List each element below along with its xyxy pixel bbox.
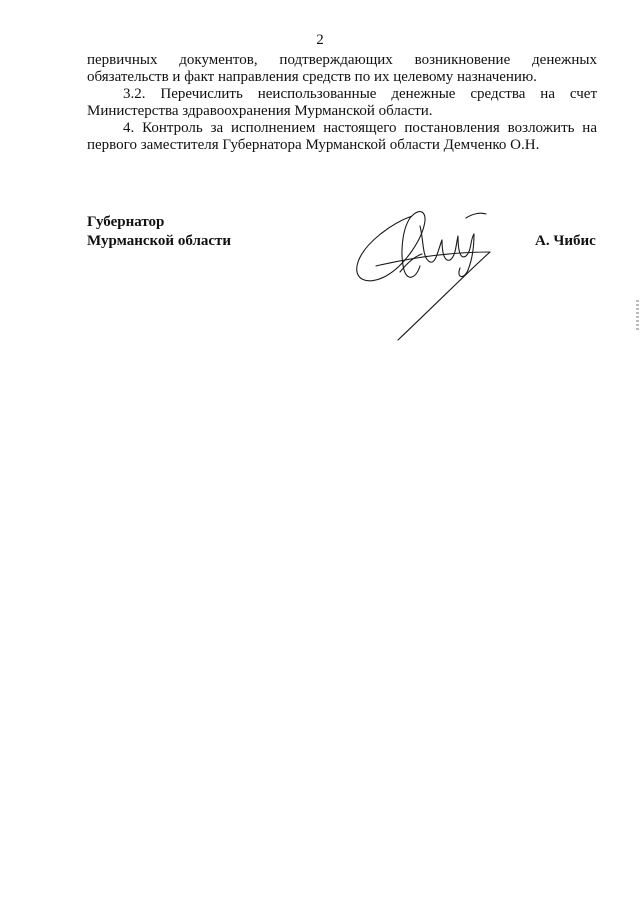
- signatory-title: [87, 213, 231, 251]
- signatory-title-line2: Мурманской области: [87, 233, 232, 249]
- signatory-title-line1: Губернатор: [87, 214, 165, 230]
- page-number: 2: [316, 32, 324, 48]
- document-body: [87, 52, 597, 154]
- paragraph-3-2: 3.2. Перечислить неиспользованные денежные средства на счет Министерства здравоохранения Мурманской области.: [87, 86, 597, 119]
- paragraph-4: 4. Контроль за исполнением настоящего постановления возложить на первого заместителя Губернатора Мурманской области Демченко О.Н.: [87, 120, 597, 153]
- signatory-name: А. Чибис: [535, 233, 596, 249]
- scan-edge-mark: [636, 300, 639, 330]
- handwritten-signature: [350, 196, 500, 346]
- paragraph-continuation: первичных документов, подтверждающих возникновение денежных обязательств и факт направления средств по их целевому назначению.: [87, 52, 597, 85]
